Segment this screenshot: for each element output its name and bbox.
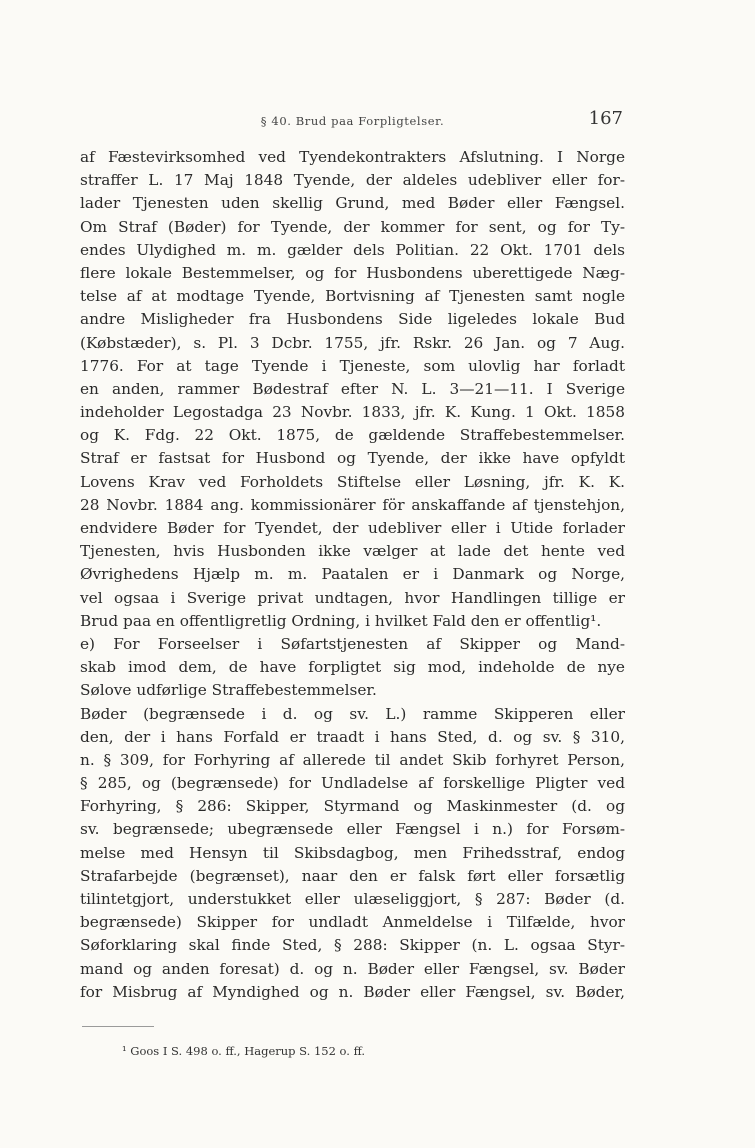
text-line: andre Misligheder fra Husbondens Side ligeledes lokale Bud [80,310,625,329]
text-line: for Misbrug af Myndighed og n. Bøder eller Fængsel, sv. Bøder, [80,982,625,1001]
text-line: den, der i hans Forfald er traadt i hans Sted, d. og sv. § 310, [80,727,625,746]
body-text [80,146,625,1004]
text-line: 1776. For at tage Tyende i Tjeneste, som ulovlig har forladt [80,356,625,375]
page-header [80,108,625,136]
text-line: og K. Fdg. 22 Okt. 1875, de gældende Straffebestemmelser. [80,426,625,445]
text-line: 28 Novbr. 1884 ang. kommissionärer för anskaffande af tjenstehjon, [80,495,625,514]
running-head: § 40. Brud paa Forpligtelser. [260,114,445,128]
text-line: Lovens Krav ved Forholdets Stiftelse eller Løsning, jfr. K. K. [80,472,625,491]
paragraph-end-line: Sølove udførlige Straffebestemmelser. [80,681,377,700]
text-line: n. § 309, for Forhyring af allerede til andet Skib forhyret Person, [80,750,625,769]
text-line: Om Straf (Bøder) for Tyende, der kommer for sent, og for Ty- [80,217,625,236]
text-line: indeholder Legostadga 23 Novbr. 1833, jfr. K. Kung. 1 Okt. 1858 [80,403,625,422]
text-line: begrænsede) Skipper for undladt Anmeldelse i Tilfælde, hvor [80,913,625,932]
text-line: tilintetgjort, understukket eller ulæseliggjort, § 287: Bøder (d. [80,890,625,908]
text-line: endes Ulydighed m. m. gælder dels Politian. 22 Okt. 1701 dels [80,240,625,259]
text-line: Søforklaring skal finde Sted, § 288: Skipper (n. L. ogsaa Styr- [80,936,625,955]
footnote: ¹ Goos I S. 498 o. ff., Hagerup S. 152 o. ff. [122,1044,366,1058]
text-line: (Købstæder), s. Pl. 3 Dcbr. 1755, jfr. Rskr. 26 Jan. og 7 Aug. [80,333,625,352]
paragraph-end-line: Brud paa en offentligretlig Ordning, i hvilket Fald den er offentlig¹. [80,611,602,630]
text-line: lader Tjenesten uden skellig Grund, med Bøder eller Fængsel. [80,194,625,213]
text-line: e) For Forseelser i Søfartstjenesten af Skipper og Mand- [80,634,625,653]
text-line: af Fæstevirksomhed ved Tyendekontrakters Afslutning. I Norge [80,148,625,166]
text-line: § 285, og (begrænsede) for Undladelse af forskellige Pligter ved [80,774,625,793]
text-line: Tjenesten, hvis Husbonden ikke vælger at lade det hente ved [80,542,625,561]
text-line: skab imod dem, de have forpligtet sig mod, indeholde de nye [80,658,625,677]
text-line: en anden, rammer Bødestraf efter N. L. 3—21—11. I Sverige [80,379,625,398]
text-line: vel ogsaa i Sverige privat undtagen, hvor Handlingen tillige er [80,588,625,607]
text-line: endvidere Bøder for Tyendet, der udebliver eller i Utide forlader [80,519,625,537]
text-line: melse med Hensyn til Skibsdagbog, men Frihedsstraf, endog [80,843,625,862]
text-line: Bøder (begrænsede i d. og sv. L.) ramme Skipperen eller [80,704,625,723]
text-line: sv. begrænsede; ubegrænsede eller Fængsel i n.) for Forsøm- [80,820,625,839]
text-line: mand og anden foresat) d. og n. Bøder eller Fængsel, sv. Bøder [80,959,625,978]
page-number: 167 [588,108,623,129]
text-line: straffer L. 17 Maj 1848 Tyende, der aldeles udebliver eller for- [80,171,625,190]
text-line: telse af at modtage Tyende, Bortvisning af Tjenesten samt nogle [80,287,625,306]
text-line: Strafarbejde (begrænset), naar den er falsk ført eller forsætlig [80,866,625,885]
text-line: Forhyring, § 286: Skipper, Styrmand og Maskinmester (d. og [80,797,625,816]
text-line: flere lokale Bestemmelser, og for Husbondens uberettigede Næg- [80,263,625,282]
text-line: Straf er fastsat for Husbond og Tyende, der ikke have opfyldt [80,449,625,468]
footnote-divider [82,1026,154,1027]
text-line: Øvrighedens Hjælp m. m. Paatalen er i Danmark og Norge, [80,565,625,584]
